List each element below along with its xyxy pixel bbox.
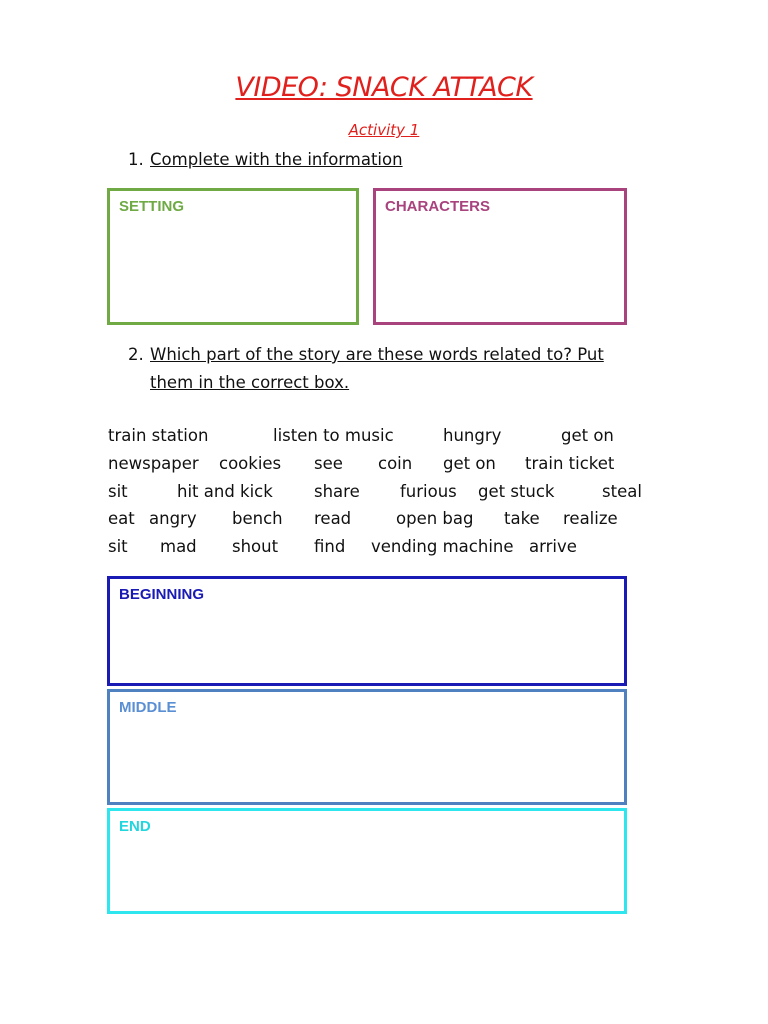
worksheet-title: VIDEO: SNACK ATTACK xyxy=(235,72,533,103)
question-1-text: Complete with the information xyxy=(150,150,403,169)
word-chip[interactable]: eat xyxy=(108,509,135,528)
end-label: END xyxy=(119,818,151,835)
word-chip[interactable]: newspaper xyxy=(108,454,199,473)
question-2-text-line-1: Which part of the story are these words related to? Put xyxy=(150,345,604,364)
setting-label: SETTING xyxy=(119,198,185,215)
word-chip[interactable]: hungry xyxy=(443,426,502,445)
word-chip[interactable]: vending machine xyxy=(371,537,514,556)
setting-box[interactable] xyxy=(107,188,359,325)
word-chip[interactable]: get stuck xyxy=(478,482,555,501)
word-chip[interactable]: realize xyxy=(563,509,618,528)
word-chip[interactable]: angry xyxy=(149,509,197,528)
word-chip[interactable]: find xyxy=(314,537,346,556)
word-chip[interactable]: train station xyxy=(108,426,209,445)
word-chip[interactable]: get on xyxy=(561,426,614,445)
word-chip[interactable]: open bag xyxy=(396,509,474,528)
middle-label: MIDDLE xyxy=(119,699,177,716)
word-chip[interactable]: arrive xyxy=(529,537,577,556)
word-chip[interactable]: cookies xyxy=(219,454,282,473)
characters-box[interactable] xyxy=(373,188,627,325)
word-chip[interactable]: listen to music xyxy=(273,426,394,445)
characters-label: CHARACTERS xyxy=(385,198,490,215)
word-chip[interactable]: read xyxy=(314,509,352,528)
word-chip[interactable]: hit and kick xyxy=(177,482,273,501)
word-chip[interactable]: get on xyxy=(443,454,496,473)
word-chip[interactable]: train ticket xyxy=(525,454,615,473)
end-box[interactable] xyxy=(107,808,627,914)
activity-subtitle: Activity 1 xyxy=(348,121,420,139)
question-2-text-line-2: them in the correct box. xyxy=(150,373,350,392)
word-chip[interactable]: see xyxy=(314,454,343,473)
word-chip[interactable]: furious xyxy=(400,482,457,501)
word-chip[interactable]: coin xyxy=(378,454,413,473)
word-chip[interactable]: bench xyxy=(232,509,283,528)
question-2-number: 2. xyxy=(128,345,144,364)
question-1 xyxy=(128,146,448,174)
word-chip[interactable]: steal xyxy=(602,482,642,501)
word-chip[interactable]: sit xyxy=(108,482,128,501)
beginning-box[interactable] xyxy=(107,576,627,686)
question-1-number: 1. xyxy=(128,150,144,169)
word-chip[interactable]: mad xyxy=(160,537,197,556)
word-chip[interactable]: take xyxy=(504,509,540,528)
middle-box[interactable] xyxy=(107,689,627,805)
word-chip[interactable]: sit xyxy=(108,537,128,556)
word-chip[interactable]: share xyxy=(314,482,360,501)
beginning-label: BEGINNING xyxy=(119,586,205,603)
word-chip[interactable]: shout xyxy=(232,537,279,556)
question-2 xyxy=(128,341,648,397)
